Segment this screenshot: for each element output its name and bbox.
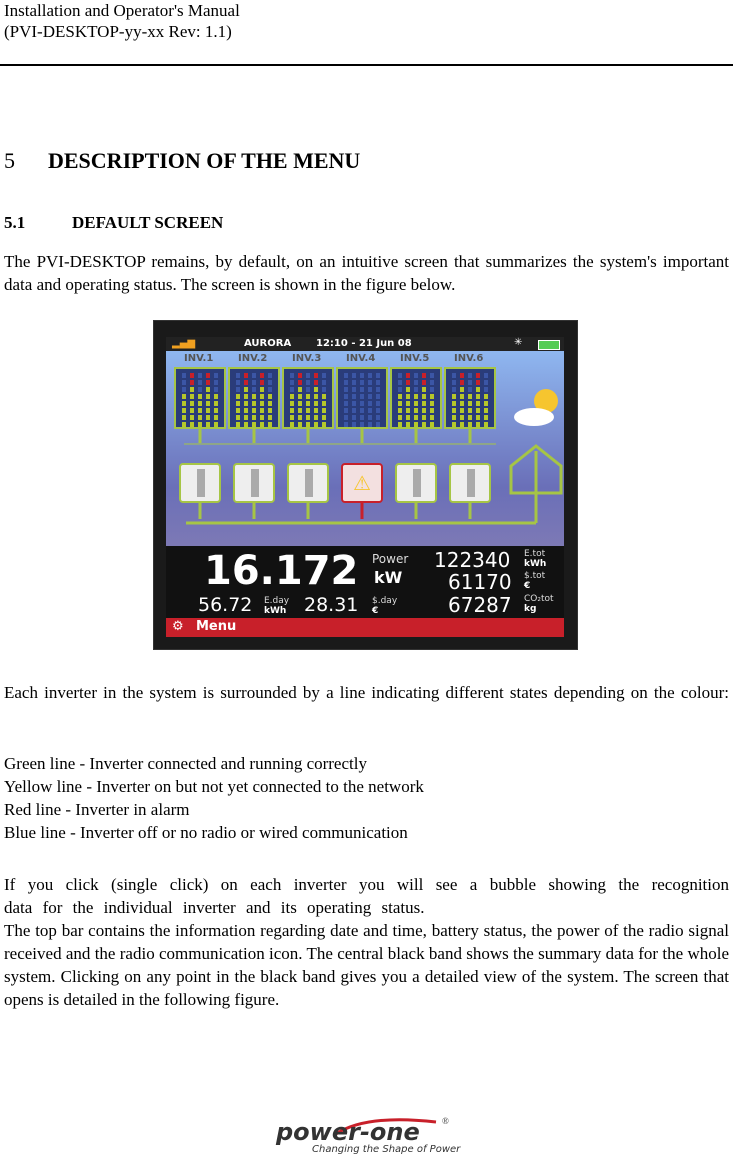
- subsection-heading: [4, 213, 223, 233]
- device-screenshot: [153, 320, 578, 650]
- etot-unit: kWh: [524, 559, 547, 569]
- brand-label: AURORA: [244, 338, 292, 349]
- inv-label-2: INV.2: [238, 353, 268, 364]
- sday-value: 28.31: [304, 594, 359, 616]
- logo-registered: ®: [442, 1116, 449, 1126]
- stot-label: $.tot: [524, 571, 546, 581]
- state-green: Green line - Inverter connected and running correctly: [4, 754, 367, 773]
- stot-unit: €: [524, 581, 531, 591]
- subsection-title: DEFAULT SCREEN: [72, 213, 224, 232]
- co2-value: 67287: [448, 593, 512, 617]
- inv-label-5: INV.5: [400, 353, 430, 364]
- inverter-4-alarm[interactable]: [341, 463, 383, 503]
- stot-value: 61170: [448, 570, 512, 594]
- inv-label-1: INV.1: [184, 353, 214, 364]
- inv-label-3: INV.3: [292, 353, 322, 364]
- inverter-6[interactable]: [449, 463, 491, 503]
- co2-unit: kg: [524, 604, 537, 614]
- eday-label: E.day: [264, 596, 290, 606]
- section-heading: [4, 148, 360, 174]
- flow-lines: [166, 351, 564, 546]
- menu-bar[interactable]: [166, 618, 564, 637]
- inv-label-4: INV.4: [346, 353, 376, 364]
- subsection-number: 5.1: [4, 213, 26, 232]
- section-number: 5: [4, 148, 15, 173]
- signal-icon: ▂▄▆: [172, 338, 196, 349]
- intro-paragraph: The PVI-DESKTOP remains, by default, on an intuitive screen that summarizes the system's important data and operating status. The screen is shown in the figure below.: [4, 252, 729, 294]
- header-title: Installation and Operator's Manual: [4, 1, 240, 20]
- top-bar: [166, 337, 564, 351]
- eday-unit: kWh: [264, 606, 287, 616]
- radio-icon: ✳: [514, 337, 523, 348]
- state-blue: Blue line - Inverter off or no radio or wired communication: [4, 823, 408, 842]
- logo-brand: power-one: [276, 1118, 420, 1146]
- etot-value: 122340: [434, 548, 511, 572]
- header-revision: (PVI-DESKTOP-yy-xx Rev: 1.1): [4, 22, 232, 41]
- state-yellow: Yellow line - Inverter on but not yet connected to the network: [4, 777, 424, 796]
- etot-label: E.tot: [524, 549, 546, 559]
- inverter-5[interactable]: [395, 463, 437, 503]
- header-rule: [0, 64, 733, 66]
- states-intro: Each inverter in the system is surrounded by a line indicating different states depending on the colour:: [4, 683, 729, 702]
- gear-icon: ⚙: [172, 619, 184, 634]
- menu-button[interactable]: Menu: [196, 619, 237, 634]
- topbar-paragraph: The top bar contains the information regarding date and time, battery status, the power of the radio signal received and the radio communication icon. The central black band shows the summary data for the whole system. Clicking on any point in the black band gives you a detailed view of the system. The screen that opens is detailed in the following figure.: [4, 921, 729, 1009]
- state-red: Red line - Inverter in alarm: [4, 800, 190, 819]
- power-label: Power: [372, 552, 409, 566]
- co2-label: CO₂tot: [524, 594, 554, 604]
- summary-band[interactable]: [166, 546, 564, 618]
- warning-icon: ⚠: [353, 471, 371, 495]
- power-value: 16.172: [204, 548, 359, 594]
- battery-icon: [538, 340, 560, 350]
- power-one-logo: [276, 1112, 476, 1160]
- sday-label: $.day: [372, 596, 398, 606]
- section-title: DESCRIPTION OF THE MENU: [48, 148, 361, 173]
- power-unit: kW: [374, 568, 403, 587]
- device-screen: [166, 337, 564, 637]
- click-paragraph: If you click (single click) on each inverter you will see a bubble showing the recognition data for the individual inverter and its operating status.: [4, 875, 729, 917]
- page-header: [4, 0, 240, 42]
- eday-value: 56.72: [198, 594, 253, 616]
- inverter-2[interactable]: [233, 463, 275, 503]
- logo-tagline: Changing the Shape of Power: [312, 1144, 461, 1155]
- inv-label-6: INV.6: [454, 353, 484, 364]
- plant-diagram: [166, 351, 564, 546]
- sday-unit: €: [372, 606, 379, 616]
- datetime-label: 12:10 - 21 Jun 08: [316, 338, 412, 349]
- inverter-3[interactable]: [287, 463, 329, 503]
- inverter-1[interactable]: [179, 463, 221, 503]
